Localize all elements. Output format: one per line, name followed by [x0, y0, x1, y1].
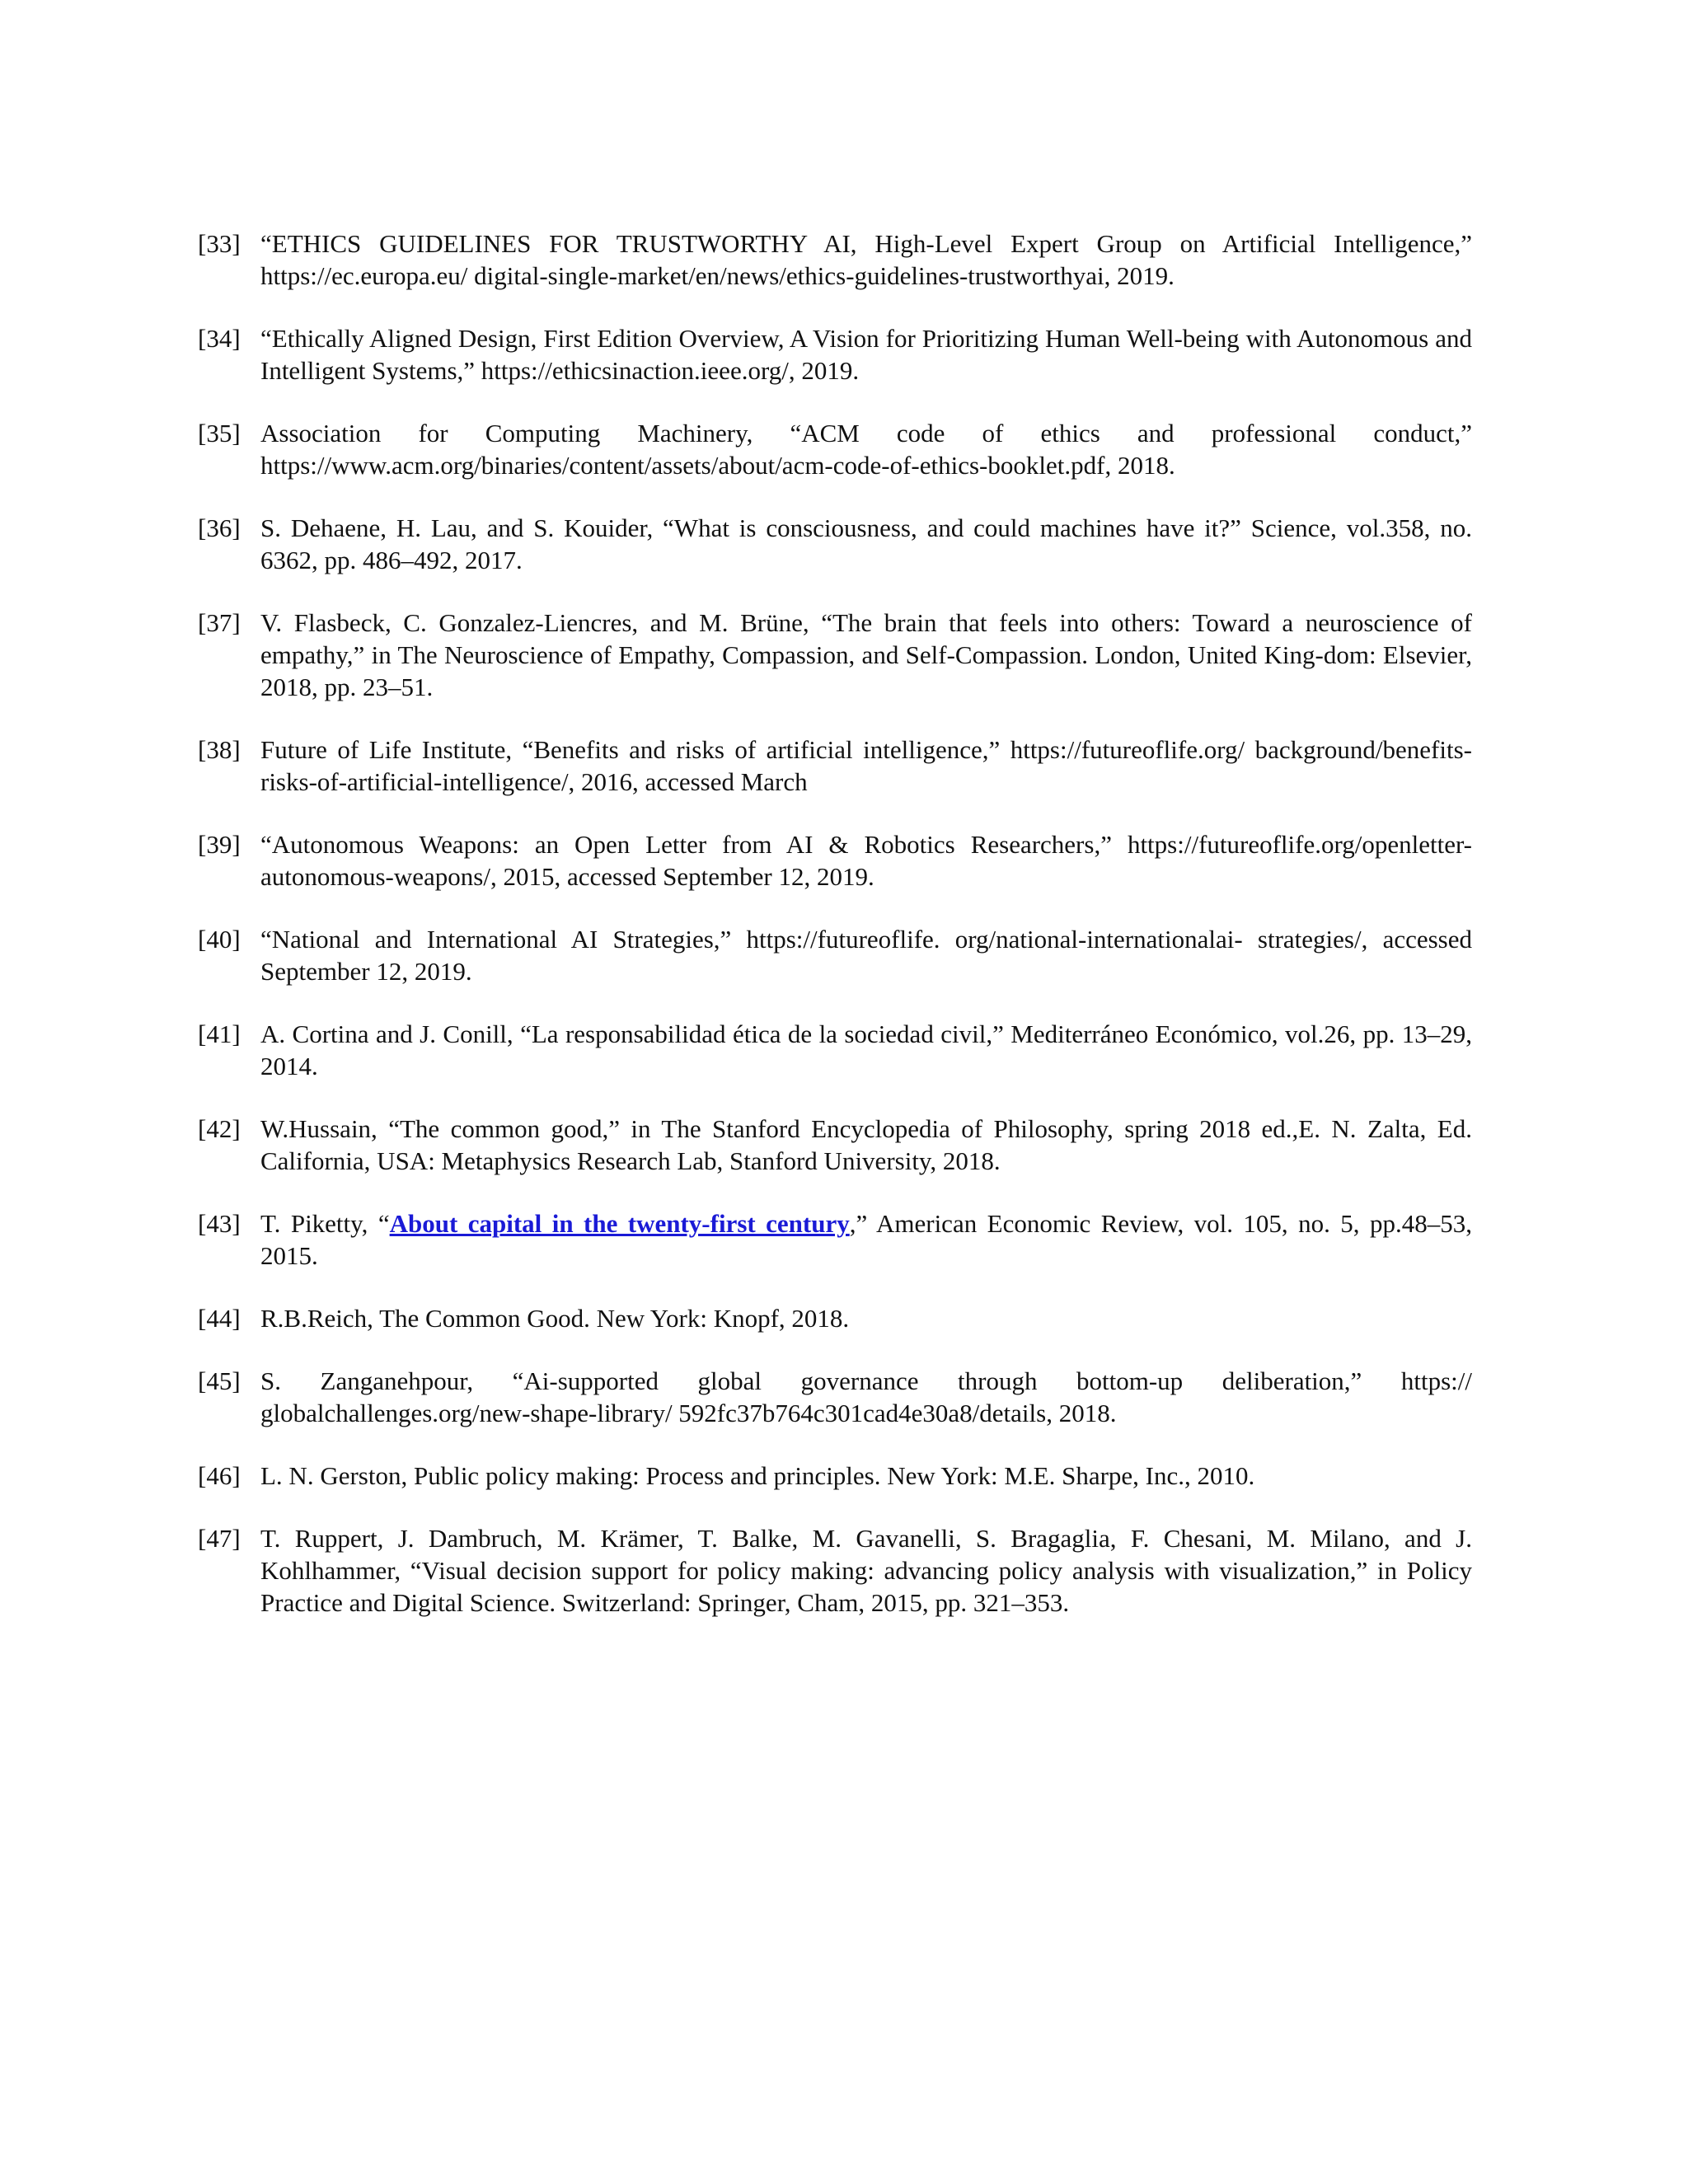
reference-35 — [198, 417, 1472, 481]
reference-34 — [198, 322, 1472, 387]
reference-list — [198, 227, 1472, 1649]
reference-text: “Autonomous Weapons: an Open Letter from AI & Robotics Researchers,” https://futureoflife.org/openletter-autonomous-weapons/, 2015, accessed September 12, 2019. — [260, 830, 1472, 891]
reference-number: [40] — [198, 925, 241, 954]
reference-43 — [198, 1207, 1472, 1272]
reference-text: L. N. Gerston, Public policy making: Process and principles. New York: M.E. Sharpe, Inc., 2010. — [260, 1461, 1255, 1490]
reference-text-before-link: T. Piketty, “ — [260, 1209, 390, 1238]
reference-number: [34] — [198, 324, 241, 353]
reference-number: [42] — [198, 1114, 241, 1143]
reference-text: Association for Computing Machinery, “ACM code of ethics and professional conduct,” https://www.acm.org/binaries/content/assets/about/acm-code-of-ethics-booklet.pdf, 2018. — [260, 419, 1472, 480]
reference-text: S. Dehaene, H. Lau, and S. Kouider, “What is consciousness, and could machines have it?” Science, vol.358, no. 6362, pp. 486–492, 2017. — [260, 513, 1472, 574]
reference-number: [43] — [198, 1209, 241, 1238]
reference-text: R.B.Reich, The Common Good. New York: Knopf, 2018. — [260, 1304, 850, 1333]
reference-text: S. Zanganehpour, “Ai-supported global governance through bottom-up deliberation,” https:// globalchallenges.org/new-shape-library/ 592fc37b764c301cad4e30a8/details, 2018. — [260, 1366, 1472, 1427]
reference-42 — [198, 1113, 1472, 1177]
reference-33 — [198, 227, 1472, 292]
reference-number: [38] — [198, 735, 241, 764]
reference-number: [37] — [198, 608, 241, 637]
reference-39 — [198, 828, 1472, 893]
reference-text: W.Hussain, “The common good,” in The Stanford Encyclopedia of Philosophy, spring 2018 ed.,E. N. Zalta, Ed. California, USA: Metaphysics Research Lab, Stanford University, 2018. — [260, 1114, 1472, 1175]
reference-text: “National and International AI Strategies,” https://futureoflife. org/national-internationalai- strategies/, accessed September 12, 2019. — [260, 925, 1472, 986]
reference-number: [44] — [198, 1304, 241, 1333]
reference-number: [39] — [198, 830, 241, 859]
reference-text: “ETHICS GUIDELINES FOR TRUSTWORTHY AI, High-Level Expert Group on Artificial Intelligence,” https://ec.europa.eu/ digital-single-market/en/news/ethics-guidelines-trustworthyai, 2019. — [260, 229, 1472, 290]
reference-number: [47] — [198, 1524, 241, 1553]
reference-47 — [198, 1522, 1472, 1619]
reference-44 — [198, 1302, 1472, 1334]
reference-text: “Ethically Aligned Design, First Edition Overview, A Vision for Prioritizing Human Well-being with Autonomous and Intelligent Systems,” https://ethicsinaction.ieee.org/, 2019. — [260, 324, 1472, 385]
reference-text: T. Ruppert, J. Dambruch, M. Krämer, T. Balke, M. Gavanelli, S. Bragaglia, F. Chesani, M. Milano, and J. Kohlhammer, “Visual decision support for policy making: advancing policy analysis with visualization,” in Policy Practice and Digital Science. Switzerland: Springer, Cham, 2015, pp. 321–353. — [260, 1524, 1472, 1617]
reference-number: [36] — [198, 513, 241, 542]
reference-45 — [198, 1365, 1472, 1429]
reference-40 — [198, 923, 1472, 987]
reference-text-after-link: ,” American Economic Review, vol. 105, no. 5, pp.48–53, 2015. — [260, 1209, 1472, 1270]
reference-36 — [198, 512, 1472, 576]
reference-46 — [198, 1460, 1472, 1492]
reference-text: V. Flasbeck, C. Gonzalez-Liencres, and M. Brüne, “The brain that feels into others: Toward a neuroscience of empathy,” in The Neuroscience of Empathy, Compassion, and Self-Compassion. London, United King-dom: Elsevier, 2018, pp. 23–51. — [260, 608, 1472, 701]
reference-text: A. Cortina and J. Conill, “La responsabilidad ética de la sociedad civil,” Mediterráneo Económico, vol.26, pp. 13–29, 2014. — [260, 1019, 1472, 1080]
reference-37 — [198, 607, 1472, 703]
reference-number: [41] — [198, 1019, 241, 1048]
reference-number: [46] — [198, 1461, 241, 1490]
reference-number: [33] — [198, 229, 241, 258]
reference-text: Future of Life Institute, “Benefits and risks of artificial intelligence,” https://futureoflife.org/ background/benefits-risks-of-artificial-intelligence/, 2016, accessed March — [260, 735, 1472, 796]
reference-title-link[interactable]: About capital in the twenty-first century — [389, 1209, 850, 1238]
reference-number: [45] — [198, 1366, 241, 1395]
reference-38 — [198, 733, 1472, 798]
reference-41 — [198, 1018, 1472, 1082]
reference-number: [35] — [198, 419, 241, 448]
